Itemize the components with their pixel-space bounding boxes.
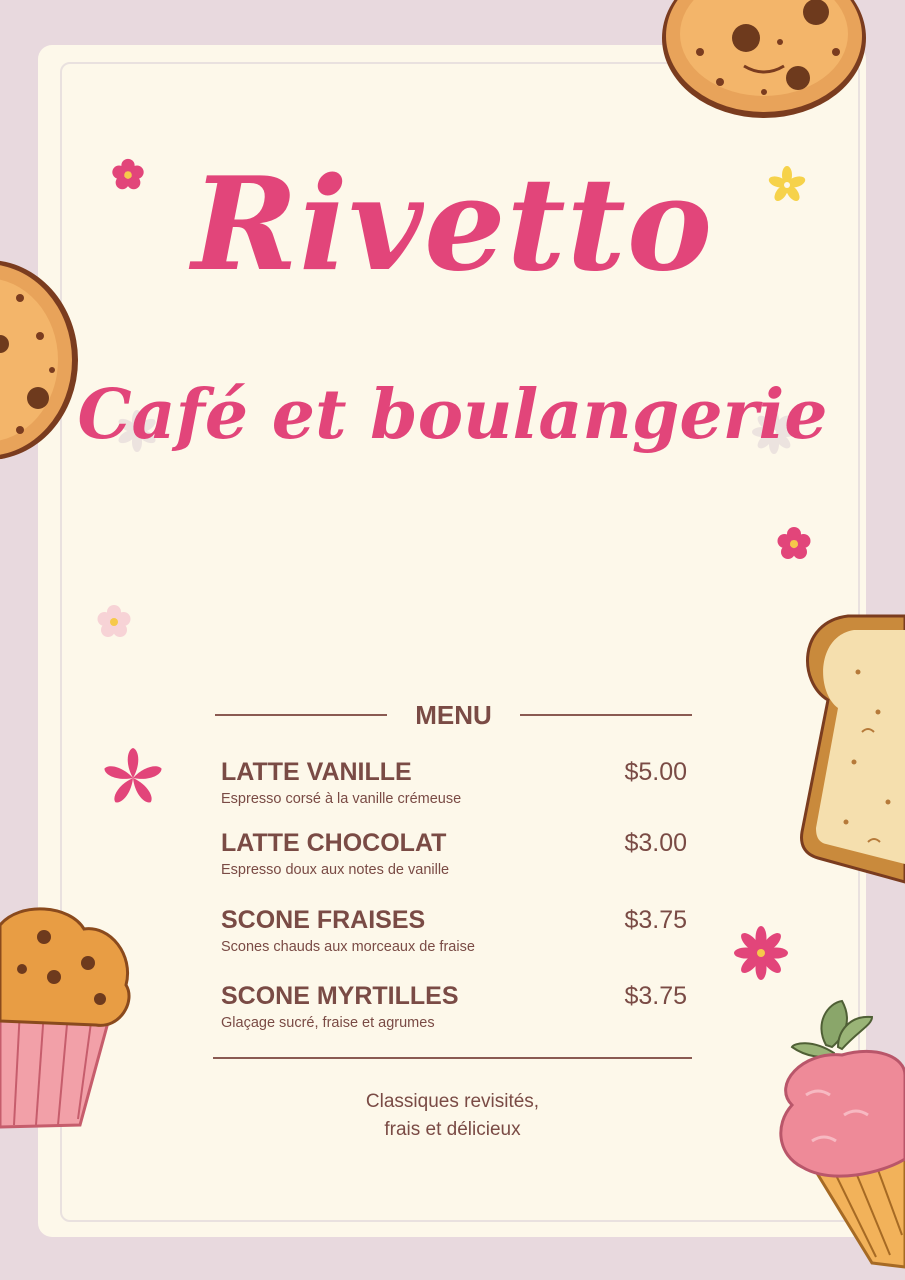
menu-item-description: Espresso doux aux notes de vanille [221, 862, 450, 878]
menu-heading-label: MENU [415, 700, 492, 730]
menu-item-description: Espresso corsé à la vanille crémeuse [221, 791, 462, 807]
brand-subtitle: Café et boulangerie [77, 375, 828, 455]
menu-item-name: SCONE MYRTILLES [221, 982, 459, 1010]
flower-icon [100, 745, 166, 811]
tagline-line-1: Classiques revisités, [365, 1091, 540, 1112]
heading-rule-right [520, 714, 692, 716]
menu-divider [213, 1057, 692, 1059]
menu-item-price: $3.00 [624, 829, 687, 857]
menu-heading [215, 700, 692, 740]
menu-item [221, 982, 687, 1042]
menu-item-description: Scones chauds aux morceaux de fraise [221, 939, 475, 955]
menu-item [221, 758, 687, 818]
menu-item-name: LATTE CHOCOLAT [221, 829, 447, 857]
brand-title: Rivetto [191, 150, 714, 300]
menu-item [221, 906, 687, 966]
bread-slice-illustration [798, 612, 905, 884]
flower-icon [732, 924, 790, 982]
tagline-line-2: frais et délicieux [384, 1119, 521, 1140]
flower-icon [774, 524, 814, 564]
flower-icon [94, 602, 134, 642]
menu-item-name: LATTE VANILLE [221, 758, 412, 786]
menu-item-price: $3.75 [624, 982, 687, 1010]
menu-item-price: $5.00 [624, 758, 687, 786]
menu-item-description: Glaçage sucré, fraise et agrumes [221, 1015, 435, 1031]
menu-item-price: $3.75 [624, 906, 687, 934]
menu-item [221, 829, 687, 889]
menu-item-name: SCONE FRAISES [221, 906, 426, 934]
cookie-illustration [660, 0, 868, 122]
